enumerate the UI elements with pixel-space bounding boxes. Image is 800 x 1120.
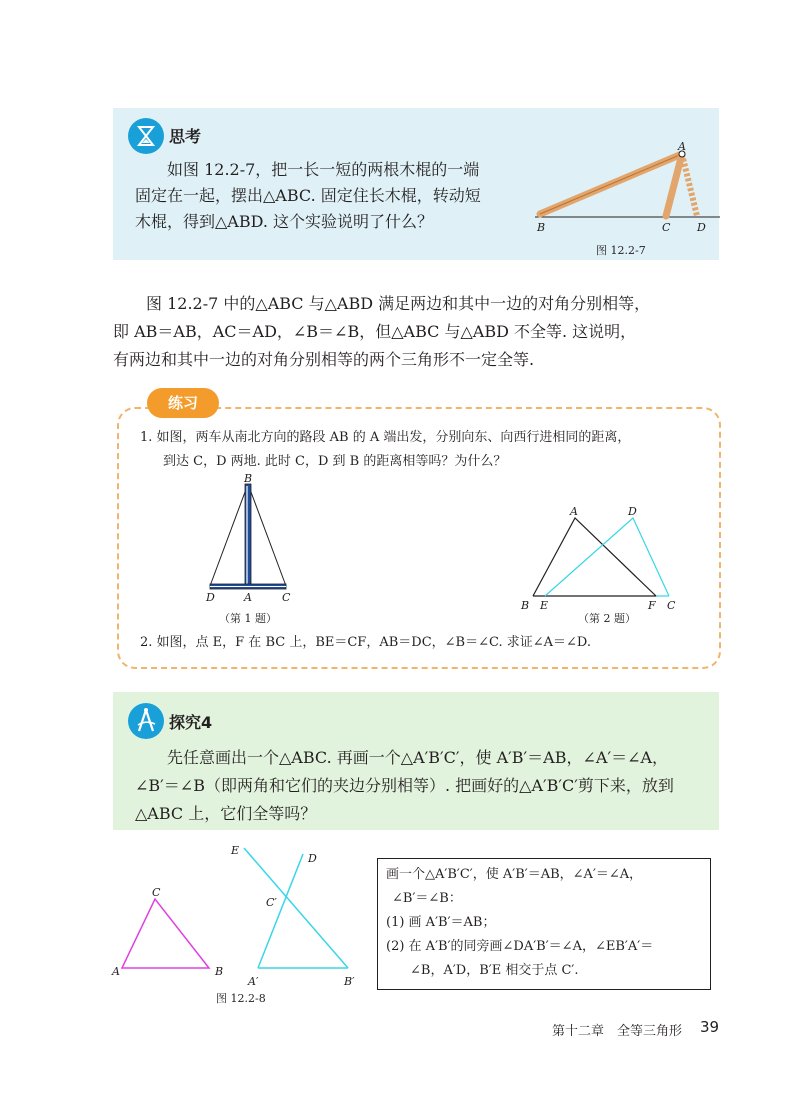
fig8-label-a: A (112, 965, 120, 978)
short-stick-d (682, 154, 697, 216)
fig1-label-b: B (244, 472, 253, 485)
figure-12-2-7 (530, 140, 720, 240)
explore-title: 探究4 (169, 713, 213, 732)
body-line-1: 图 12.2-7 中的△ABC 与△ABD 满足两边和其中一边的对角分别相等， (146, 294, 651, 313)
practice-figure-2-caption: （第 2 题） (578, 612, 636, 625)
fig8-label-c: C (152, 886, 161, 899)
fig2-label-a: A (570, 505, 578, 518)
footer-chapter: 第十二章 全等三角形 (552, 1024, 683, 1039)
fig2-label-c: C (667, 599, 676, 612)
ray-b-e (244, 848, 348, 968)
explore-line-3: △ABC 上，它们全等吗？ (135, 804, 317, 823)
label-c: C (662, 221, 671, 234)
think-title: 思考 (169, 127, 202, 146)
fig1-label-c: C (282, 591, 291, 604)
practice-figure-2 (515, 503, 685, 615)
think-line-3: 木棍，得到△ABD. 这个实验说明了什么？ (135, 212, 434, 231)
steps-line-4: (2) 在 A′B′的同旁画∠DA′B′＝∠A，∠EB′A′＝ (386, 939, 654, 954)
long-stick-edge (540, 154, 682, 214)
practice-figure-1 (200, 470, 300, 610)
steps-line-3: (1) 画 A′B′＝AB； (386, 915, 496, 930)
fig2-label-e: E (540, 599, 549, 612)
think-line-1: 如图 12.2-7，把一长一短的两根木棍的一端 (167, 160, 480, 179)
steps-line-2: ∠B′＝∠B： (392, 891, 462, 906)
figure-caption-12-2-8: 图 12.2-8 (216, 992, 266, 1005)
body-line-2: 即 AB＝AB，AC＝AD，∠B＝∠B，但△ABC 与△ABD 不全等. 这说明， (113, 322, 637, 341)
figure-12-2-8 (108, 838, 368, 998)
fig2-label-f: F (648, 599, 656, 612)
fig2-label-b: B (521, 599, 530, 612)
fig8-label-e: E (231, 844, 240, 857)
triangle-abf (533, 518, 656, 596)
hourglass-icon (128, 118, 164, 154)
practice-q2: 2. 如图，点 E，F 在 BC 上，BE＝CF，AB＝DC，∠B＝∠C. 求证∠A＝∠D. (140, 635, 591, 650)
steps-line-5: ∠B，A′D，B′E 相交于点 C′. (410, 963, 579, 978)
label-d: D (697, 221, 706, 234)
practice-q1-line-2: 到达 C，D 两地. 此时 C，D 到 B 的距离相等吗？为什么？ (163, 454, 507, 469)
practice-tab: 练习 (147, 388, 219, 418)
footer-page-number: 39 (700, 1018, 720, 1036)
explore-line-1: 先任意画出一个△ABC. 再画一个△A′B′C′，使 A′B′＝AB，∠A′＝∠A， (167, 748, 669, 767)
fig2-label-d: D (628, 505, 637, 518)
explore-line-2: ∠B′＝∠B（即两角和它们的夹边分别相等）. 把画好的△A′B′C′剪下来，放到 (135, 776, 674, 795)
compass-icon (128, 703, 164, 739)
steps-box (377, 858, 711, 990)
fig8-label-b-prime: B′ (344, 975, 355, 988)
fig1-label-a: A (244, 591, 252, 604)
figure-caption-12-2-7: 图 12.2-7 (596, 244, 646, 257)
fig1-label-d: D (206, 591, 215, 604)
fig8-label-a-prime: A′ (248, 975, 259, 988)
think-line-2: 固定在一起，摆出△ABC. 固定住长木棍，转动短 (135, 186, 481, 205)
practice-figure-1-caption: （第 1 题） (219, 612, 277, 625)
label-b: B (537, 221, 546, 234)
steps-line-1: 画一个△A′B′C′，使 A′B′＝AB，∠A′＝∠A， (386, 867, 643, 882)
fig8-label-d: D (308, 852, 317, 865)
road-ab (245, 484, 251, 588)
fig8-label-b: B (215, 965, 224, 978)
label-a: A (678, 140, 686, 153)
triangle-dec (545, 518, 669, 596)
fig8-label-c-prime: C′ (266, 896, 277, 909)
triangle-abc (122, 899, 209, 968)
body-line-3: 有两边和其中一边的对角分别相等的两个三角形不一定全等. (113, 350, 535, 369)
practice-q1-line-1: 1. 如图，两车从南北方向的路段 AB 的 A 端出发，分别向东、向西行进相同的距离， (140, 430, 631, 445)
